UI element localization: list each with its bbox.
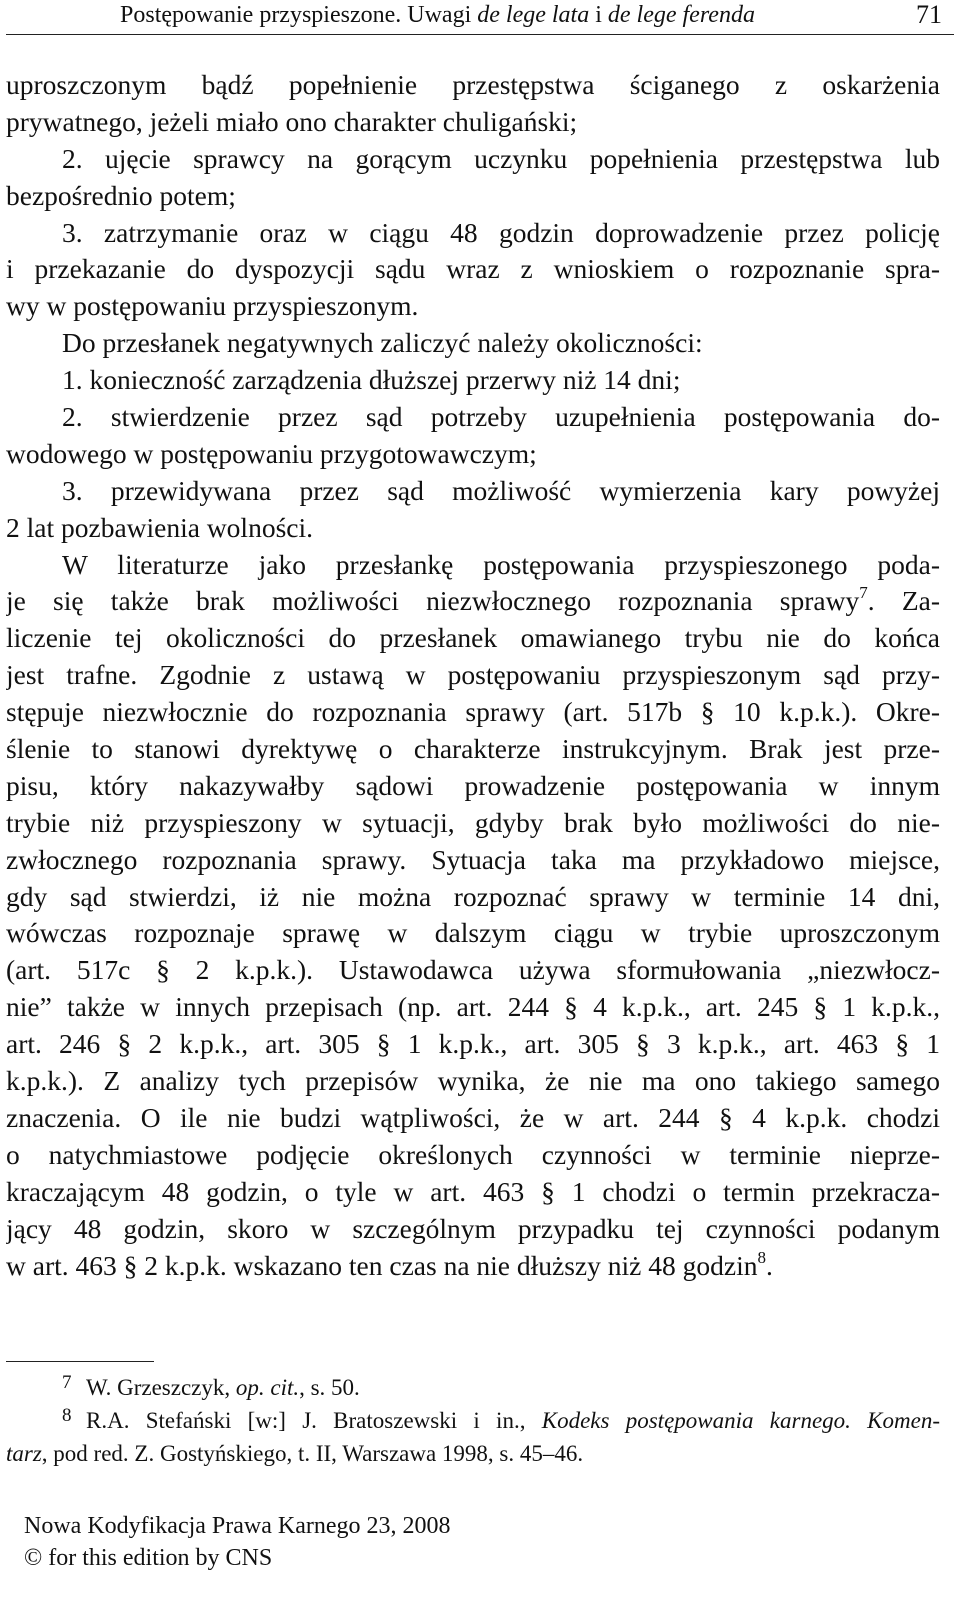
text-segment: w art. 463 § 2 k.p.k. wskazano ten czas na nie dłuższy niż 48 godzin (6, 1249, 758, 1281)
footnotes (6, 1372, 940, 1469)
journal-line: Nowa Kodyfikacja Prawa Karnego 23, 2008 (24, 1513, 451, 1539)
text-line: 1. konieczność zarządzenia dłuższej przerwy niż 14 dni; (62, 364, 681, 396)
text-line: Do przesłanek negatywnych zaliczyć należy okoliczności: (62, 327, 703, 359)
text-line: uproszczonym bądź popełnienie przestępstwa ściganego z oskarżenia (6, 69, 940, 100)
footnote-italic: Kodeks postępowania karnego. Komen- (541, 1408, 940, 1433)
body-text (6, 67, 940, 1284)
text-line: znaczenia. O ile nie budzi wątpliwości, że w art. 244 § 4 k.p.k. chodzi (6, 1101, 940, 1133)
text-line: bezpośrednio potem; (6, 179, 236, 211)
text-line-with-footnote-ref (6, 1248, 940, 1285)
text-segment: je się także brak możliwości niezwłocznego rozpoznania sprawy (6, 585, 860, 617)
footnote-text: , s. 50. (299, 1375, 360, 1400)
footnote-rule (6, 1361, 154, 1362)
title-text: Postępowanie przyspieszone. Uwagi (120, 2, 478, 28)
title-text-and: i (589, 2, 608, 28)
text-line: art. 246 § 2 k.p.k., art. 305 § 1 k.p.k., art. 305 § 3 k.p.k., art. 463 § 1 (6, 1028, 940, 1060)
footnote-number: 7 (62, 1372, 72, 1393)
text-line: wodowego w postępowaniu przygotowawczym; (6, 437, 537, 469)
footnote-8-continued (6, 1438, 940, 1469)
header-rule (6, 34, 954, 35)
text-line: pisu, który nakazywałby sądowi prowadzenie postępowania w innym (6, 769, 940, 801)
footnote-ref-7: 7 (859, 583, 868, 603)
footnote-number: 8 (62, 1405, 72, 1426)
title-italic-lata: de lege lata (477, 2, 590, 28)
footnote-ref-8: 8 (757, 1247, 766, 1267)
text-line: nie” także w innych przepisach (np. art. 244 § 4 k.p.k., art. 245 § 1 k.p.k., (6, 991, 940, 1023)
footnote-text: W. Grzeszczyk, (86, 1375, 236, 1400)
text-line: 2 lat pozbawienia wolności. (6, 511, 313, 543)
text-line-with-footnote-ref (6, 583, 940, 620)
footnote-italic: op. cit. (235, 1375, 300, 1400)
text-line: 2. stwierdzenie przez sąd potrzeby uzupełnienia postępowania do- (62, 401, 940, 433)
footnote-text: , pod red. Z. Gostyńskiego, t. II, Warszawa 1998, s. 45–46. (41, 1441, 584, 1466)
text-line: prywatnego, jeżeli miało ono charakter chuligański; (6, 105, 578, 137)
text-line: (art. 517c § 2 k.p.k.). Ustawodawca używa sformułowania „niezwłocz- (6, 954, 940, 986)
copyright-line: © for this edition by CNS (24, 1545, 273, 1571)
text-line: 3. przewidywana przez sąd możliwość wymierzenia kary powyżej (62, 474, 940, 506)
page-number: 71 (916, 0, 942, 29)
text-line: stępuje niezwłocznie do rozpoznania sprawy (art. 517b § 10 k.p.k.). Okre- (6, 696, 940, 728)
text-line: trybie niż przyspieszony w sytuacji, gdyby brak było możliwości do nie- (6, 806, 940, 838)
text-segment: . Za- (867, 585, 940, 617)
text-line: o natychmiastowe podjęcie określonych czynności w terminie nieprze- (6, 1138, 940, 1170)
text-line: liczenie tej okoliczności do przesłanek omawianego trybu nie do końca (6, 622, 940, 654)
text-line: ślenie to stanowi dyrektywę o charakterze instrukcyjnym. Brak jest prze- (6, 733, 940, 765)
text-line: i przekazanie do dyspozycji sądu wraz z wnioskiem o rozpoznanie spra- (6, 253, 940, 285)
page-footer (24, 1510, 451, 1574)
text-line: jest trafne. Zgodnie z ustawą w postępowaniu przyspieszonym sąd przy- (6, 659, 940, 691)
text-line: wy w postępowaniu przyspieszonym. (6, 290, 419, 322)
text-line: 3. zatrzymanie oraz w ciągu 48 godzin doprowadzenie przez policję (62, 216, 940, 248)
text-line: W literaturze jako przesłankę postępowania przyspieszonego poda- (62, 548, 940, 580)
title-italic-ferenda: de lege ferenda (607, 2, 755, 28)
running-header (0, 0, 960, 34)
text-line: kraczającym 48 godzin, o tyle w art. 463 § 1 chodzi o termin przekracza- (6, 1175, 940, 1207)
text-line: gdy sąd stwierdzi, iż nie można rozpoznać sprawy w terminie 14 dni, (6, 880, 940, 912)
footnote-italic: tarz (6, 1441, 42, 1466)
text-line: 2. ujęcie sprawcy na gorącym uczynku popełnienia przestępstwa lub (62, 142, 940, 174)
footnote-text: R.A. Stefański [w:] J. Bratoszewski i in., (86, 1408, 542, 1433)
text-line: wówczas rozpoznaje sprawę w dalszym ciągu w trybie uproszczonym (6, 917, 940, 949)
running-title (120, 2, 755, 29)
footnote-7 (6, 1372, 940, 1405)
footnote-8 (6, 1405, 940, 1438)
text-segment: . (765, 1249, 773, 1281)
text-line: zwłocznego rozpoznania sprawy. Sytuacja taka ma przykładowo miejsce, (6, 843, 940, 875)
text-line: jący 48 godzin, skoro w szczególnym przypadku tej czynności podanym (6, 1212, 940, 1244)
text-line: k.p.k.). Z analizy tych przepisów wynika, że nie ma ono takiego samego (6, 1065, 940, 1097)
